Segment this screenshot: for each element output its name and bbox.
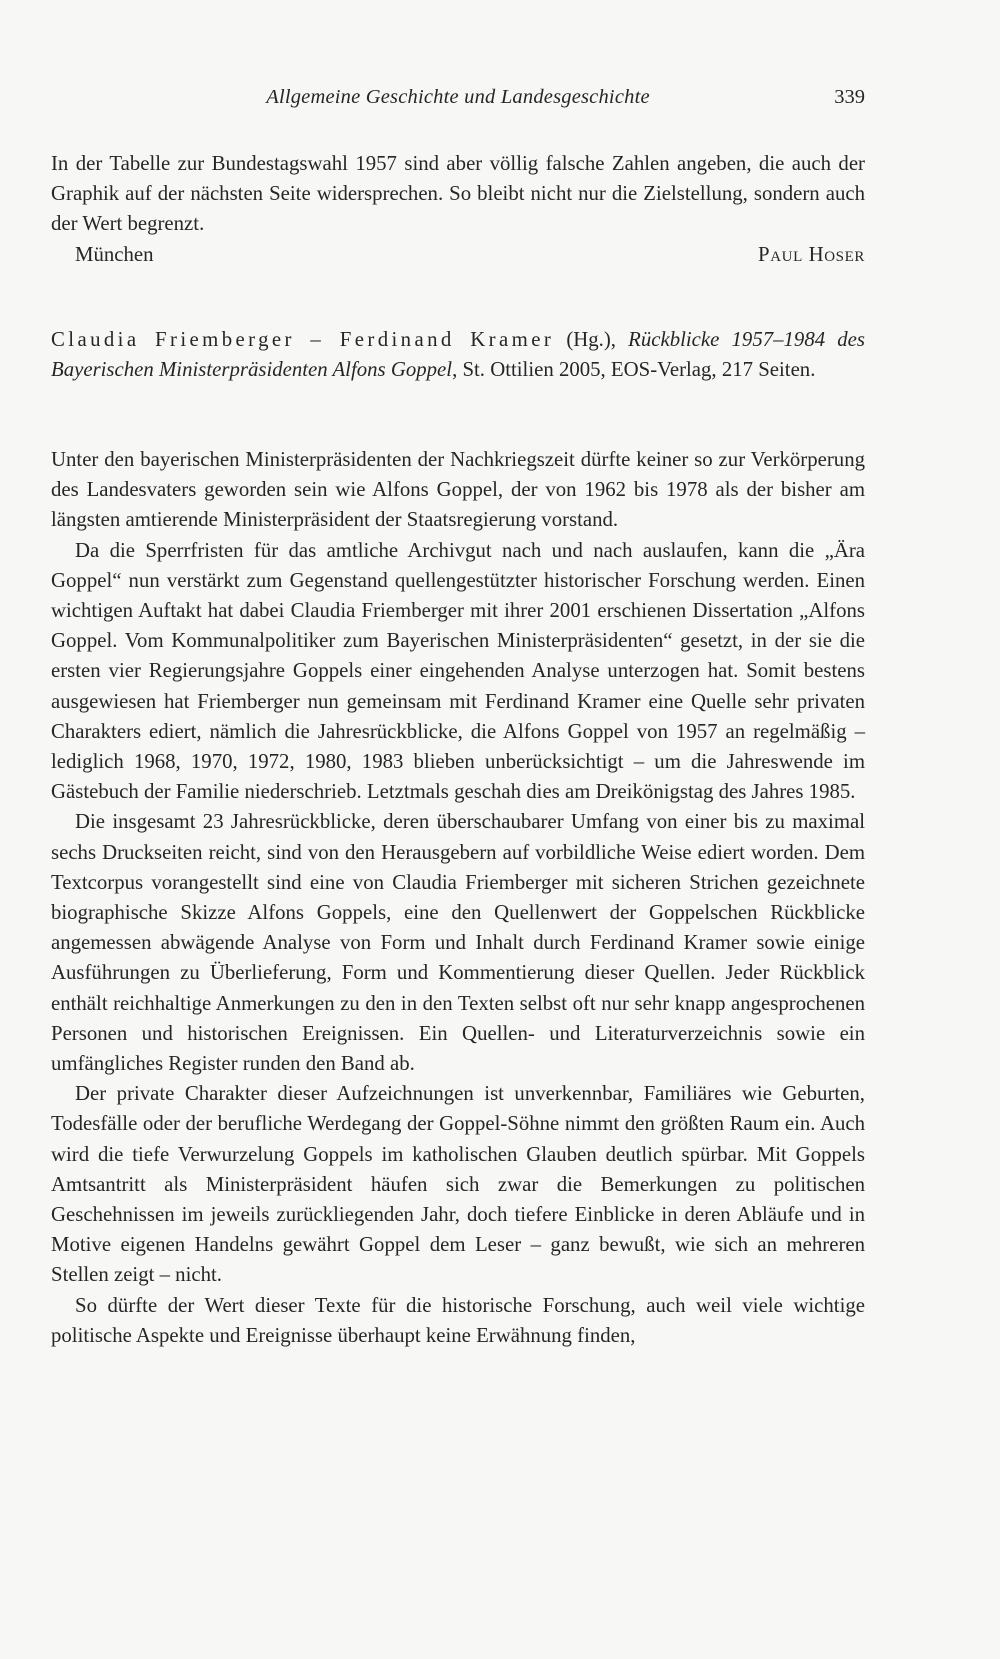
review-signature <box>51 240 865 270</box>
review-place: München <box>75 242 154 266</box>
citation-title: Rückblicke 1957–1984 des Bayerischen Ministerpräsidenten Alfons Goppel <box>51 328 865 382</box>
citation-publication: , St. Ottilien 2005, EOS-Verlag, 217 Seiten. <box>452 358 816 382</box>
review-paragraph: Die insgesamt 23 Jahresrückblicke, deren überschaubarer Umfang von einer bis zu maximal sechs Druckseiten reicht, sind von den Herausgebern auf vorbildliche Weise ediert worden. Dem Textcorpus vorangestellt sind eine von Claudia Friemberger mit sicheren Strichen gezeichnete biographische Skizze Alfons Goppels, eine den Quellenwert der Goppelschen Rückblicke angemessen abwägende Analyse von Form und Inhalt durch Ferdinand Kramer sowie einige Ausführungen zu Überlieferung, Form und Kommentierung dieser Quellen. Jeder Rückblick enthält reichhaltige Anmerkungen zu den in den Texten selbst oft nur sehr knapp angesprochenen Personen und historischen Ereignissen. Ein Quellen- und Literaturverzeichnis sowie ein umfängliches Register runden den Band ab. <box>51 810 865 1076</box>
citation-editor-note: (Hg.), <box>554 328 629 351</box>
citation-authors: Claudia Friemberger – Ferdinand Kramer <box>51 328 555 351</box>
page-number: 339 <box>834 86 865 108</box>
previous-review-paragraph: In der Tabelle zur Bundestagswahl 1957 sind aber völlig falsche Zahlen angeben, die auch der Graphik auf der nächsten Seite widersprechen. So bleibt nicht nur die Zielstellung, sondern auch der Wert begrenzt. <box>51 152 865 236</box>
review-paragraph: Der private Charakter dieser Aufzeichnungen ist unverkennbar, Familiäres wie Geburten, Todesfälle oder der berufliche Werdegang der Goppel-Söhne nimmt den größten Raum ein. Auch wird die tiefe Verwurzelung Goppels im katholischen Glauben deutlich spürbar. Mit Goppels Amtsantritt als Ministerpräsident häufen sich zwar die Bemerkungen zu politischen Geschehnissen im jeweils zurückliegenden Jahr, doch tiefere Einblicke in deren Abläufe und in Motive eigenen Handelns gewährt Goppel dem Leser – ganz bewußt, wie sich an mehreren Stellen zeigt – nicht. <box>51 1082 865 1287</box>
running-title: Allgemeine Geschichte und Landesgeschichte <box>266 86 650 108</box>
reviewer-name: Paul Hoser <box>758 242 865 266</box>
previous-review-ending <box>51 149 865 270</box>
review-paragraph: Unter den bayerischen Ministerpräsidenten der Nachkriegszeit dürfte keiner so zur Verkörperung des Landesvaters geworden sein wie Alfons Goppel, der von 1962 bis 1978 als der bisher am längsten amtierende Ministerpräsident der Staatsregierung vorstand. <box>51 448 865 532</box>
review-paragraph: So dürfte der Wert dieser Texte für die historische Forschung, auch weil viele wichtige politische Aspekte und Ereignisse überhaupt keine Erwähnung finden, <box>51 1293 865 1347</box>
review-body <box>51 445 865 1351</box>
running-header <box>51 86 865 118</box>
book-citation <box>51 325 865 385</box>
review-paragraph: Da die Sperrfristen für das amtliche Archivgut nach und nach auslaufen, kann die „Ära Goppel“ nun verstärkt zum Gegenstand quellengestützter historischer Forschung werden. Einen wichtigen Auftakt hat dabei Claudia Friemberger mit ihrer 2001 erschienen Dissertation „Alfons Goppel. Vom Kommunalpolitiker zum Bayerischen Ministerpräsidenten“ gesetzt, in der sie die ersten vier Regierungsjahre Goppels einer eingehenden Analyse unterzogen hat. Somit bestens ausgewiesen hat Friemberger nun gemeinsam mit Ferdinand Kramer eine Quelle sehr privaten Charakters ediert, nämlich die Jahresrückblicke, die Alfons Goppel von 1957 an regelmäßig – lediglich 1968, 1970, 1972, 1980, 1983 blieben unberücksichtigt – um die Jahreswende im Gästebuch der Familie niederschrieb. Letztmals geschah dies am Dreikönigstag des Jahres 1985. <box>51 538 865 804</box>
citation-text <box>51 325 865 385</box>
